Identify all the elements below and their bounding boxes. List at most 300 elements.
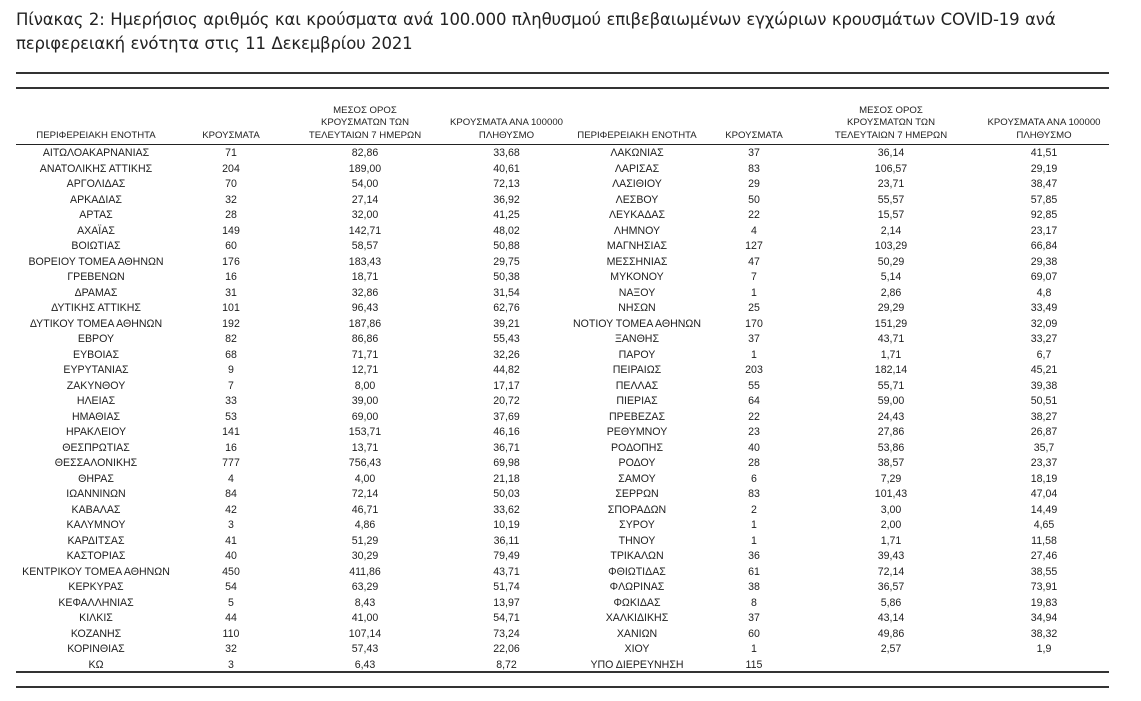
left-per100k-value: 8,72: [496, 658, 517, 671]
right-avg7-value: 23,71: [877, 178, 905, 190]
right-cases-value: 64: [748, 395, 760, 407]
left-avg7-value: 6,43: [354, 658, 376, 671]
right-per100k-value: 39,38: [1030, 379, 1058, 392]
left-per100k-value: 10,19: [493, 519, 520, 531]
left-avg7-value: 32,86: [351, 286, 379, 299]
right-region-name: ΡΟΔΟΠΗΣ: [610, 441, 664, 454]
left-cases-value: 450: [222, 565, 240, 578]
right-cases-value: 38: [748, 581, 760, 593]
left-per100k-value: 79,49: [493, 550, 520, 562]
left-avg7-value: 32,00: [351, 209, 379, 221]
left-avg7-value: 30,29: [351, 550, 379, 562]
right-region-name: ΣΑΜΟΥ: [618, 472, 656, 485]
left-per100k-value: 72,13: [493, 178, 520, 190]
left-cases-value: 16: [225, 441, 237, 454]
left-cases-value: 70: [225, 178, 237, 190]
left-per100k-value: 13,97: [493, 596, 520, 609]
left-cases-value: 149: [222, 224, 240, 237]
right-region-name: ΤΡΙΚΑΛΩΝ: [610, 550, 664, 562]
table-row: [16, 347, 1109, 363]
table-row: [16, 223, 1109, 239]
table-row: [16, 316, 1109, 332]
left-per100k-value: 62,76: [493, 302, 520, 314]
left-per100k-value: 50,38: [493, 271, 520, 283]
right-region-name: ΦΩΚΙΔΑΣ: [613, 596, 661, 609]
left-cases-value: 28: [225, 209, 237, 221]
right-cases-value: 55: [748, 379, 760, 392]
left-per100k-value: 33,62: [493, 503, 520, 516]
left-avg7-value: 411,86: [349, 565, 381, 578]
right-avg7-value: 43,71: [877, 333, 905, 345]
right-cases-value: 115: [745, 658, 763, 671]
left-region-name: ΗΜΑΘΙΑΣ: [71, 410, 121, 423]
left-cases-value: 7: [228, 379, 234, 392]
right-cases-value: 2: [751, 503, 757, 516]
covid-regional-table: [16, 94, 1109, 672]
table-row: [16, 626, 1109, 642]
right-cases-value: 23: [748, 426, 760, 438]
right-per100k-value: 45,21: [1030, 364, 1058, 376]
right-avg7-value: 72,14: [877, 565, 905, 578]
left-avg7-value: 54,00: [351, 178, 379, 190]
left-region-name: ΘΕΣΣΑΛΟΝΙΚΗΣ: [54, 457, 138, 469]
right-cases-value: 37: [748, 333, 760, 345]
left-region-name: ΚΟΖΑΝΗΣ: [70, 627, 122, 640]
right-avg7-value: 49,86: [877, 627, 905, 640]
left-per100k-value: 43,71: [493, 565, 520, 578]
right-avg7-value: 55,57: [877, 193, 905, 206]
left-region-name: ΔΡΑΜΑΣ: [74, 286, 118, 299]
right-avg7-value: 5,14: [880, 271, 902, 283]
left-avg7-value: 13,71: [351, 441, 379, 454]
left-avg7-value: 183,43: [348, 255, 382, 268]
left-cases-value: 101: [222, 302, 240, 314]
right-cases-value: 61: [748, 565, 760, 578]
right-avg7-value: 50,29: [877, 255, 905, 268]
left-avg7-value: 153,71: [348, 426, 382, 438]
left-region-name: ΒΟΙΩΤΙΑΣ: [71, 240, 121, 252]
right-per100k-value: 1,9: [1036, 643, 1052, 655]
table-row: [16, 192, 1109, 208]
right-per100k-value: 14,49: [1030, 503, 1058, 516]
right-cases-value: 1: [751, 534, 757, 547]
right-cases-value: 37: [748, 612, 760, 624]
left-region-name: ΕΒΡΟΥ: [77, 333, 115, 345]
left-cases-value: 204: [222, 162, 240, 175]
left-cases-value: 68: [225, 348, 237, 361]
right-region-name: ΛΑΡΙΣΑΣ: [614, 162, 660, 175]
left-per100k-value: 40,61: [493, 162, 520, 175]
table-row: [16, 362, 1109, 378]
table-row: [16, 300, 1109, 316]
right-cases-value: 170: [745, 317, 763, 330]
left-region-name: ΕΥΒΟΙΑΣ: [73, 348, 119, 361]
left-per100k-value: 69,98: [493, 457, 520, 469]
left-region-name: ΑΝΑΤΟΛΙΚΗΣ ΑΤΤΙΚΗΣ: [39, 162, 153, 175]
left-cases-value: 82: [225, 333, 237, 345]
right-per100k-value: 29,19: [1030, 162, 1058, 175]
right-avg7-value: 3,00: [880, 503, 902, 516]
right-avg7-value: 55,71: [877, 379, 905, 392]
right-per100k-value: 41,51: [1030, 147, 1058, 159]
right-avg7-value: 2,14: [880, 224, 902, 237]
right-cases-value: 203: [745, 364, 763, 376]
table-body: [16, 145, 1109, 672]
right-cases-value: 1: [751, 643, 757, 655]
right-per100k-value: 23,37: [1030, 457, 1058, 469]
right-avg7-value: 103,29: [874, 240, 908, 252]
header-region-left: ΠΕΡΙΦΕΡΕΙΑΚΗ ΕΝΟΤΗΤΑ: [36, 129, 156, 141]
table-row: [16, 161, 1109, 177]
right-region-name: ΜΥΚΟΝΟΥ: [610, 271, 664, 283]
table-row: [16, 440, 1109, 456]
left-avg7-value: 96,43: [351, 302, 379, 314]
left-avg7-value: 4,86: [354, 519, 376, 531]
left-region-name: ΔΥΤΙΚΗΣ ΑΤΤΙΚΗΣ: [51, 302, 141, 314]
left-cases-value: 84: [225, 488, 237, 500]
table-row: [16, 254, 1109, 270]
left-cases-value: 32: [225, 643, 237, 655]
right-cases-value: 36: [748, 550, 760, 562]
left-per100k-value: 46,16: [493, 426, 520, 438]
left-per100k-value: 20,72: [493, 395, 520, 407]
right-cases-value: 22: [748, 209, 760, 221]
table-row: [16, 409, 1109, 425]
right-avg7-value: 151,29: [874, 317, 908, 330]
right-avg7-value: 39,43: [877, 550, 905, 562]
left-per100k-value: 73,24: [493, 627, 520, 640]
table-row: [16, 533, 1109, 549]
right-cases-value: 40: [748, 441, 760, 454]
left-region-name: ΑΡΤΑΣ: [79, 209, 113, 221]
right-avg7-value: 27,86: [877, 426, 905, 438]
left-avg7-value: 12,71: [351, 364, 379, 376]
right-avg7-value: 1,71: [880, 348, 902, 361]
right-per100k-value: 66,84: [1030, 240, 1058, 252]
left-region-name: ΑΡΚΑΔΙΑΣ: [70, 193, 122, 206]
left-cases-value: 40: [225, 550, 237, 562]
right-per100k-value: 11,58: [1031, 534, 1057, 547]
right-avg7-value: 106,57: [874, 162, 908, 175]
left-avg7-value: 63,29: [351, 581, 379, 593]
right-avg7-value: 5,86: [880, 596, 902, 609]
left-avg7-value: 41,00: [351, 612, 379, 624]
left-region-name: ΚΙΛΚΙΣ: [79, 612, 113, 624]
left-per100k-value: 29,75: [493, 255, 520, 268]
right-cases-value: 8: [751, 596, 757, 609]
header-avg7-right: ΜΕΣΟΣ ΟΡΟΣ ΚΡΟΥΣΜΑΤΩΝ ΤΩΝ ΤΕΛΕΥΤΑΙΩΝ 7 ΗΜΕΡΩΝ: [834, 104, 948, 141]
right-region-name: ΧΙΟΥ: [624, 643, 650, 655]
right-per100k-value: 4,65: [1033, 519, 1055, 531]
left-per100k-value: 50,88: [493, 240, 520, 252]
left-region-name: ΑΧΑΪΑΣ: [77, 224, 115, 237]
right-per100k-value: 69,07: [1030, 271, 1058, 283]
left-avg7-value: 187,86: [348, 317, 382, 330]
right-region-name: ΠΑΡΟΥ: [618, 348, 656, 361]
right-per100k-value: 57,85: [1030, 193, 1058, 206]
right-region-name: ΜΑΓΝΗΣΙΑΣ: [606, 240, 668, 252]
right-region-name: ΝΗΣΩΝ: [618, 302, 656, 314]
table-row: [16, 393, 1109, 409]
right-per100k-value: 33,27: [1030, 333, 1058, 345]
left-cases-value: 16: [225, 271, 237, 283]
header-per100k-right: ΚΡΟΥΣΜΑΤΑ ΑΝΑ 100000 ΠΛΗΘΥΣΜΟ: [987, 117, 1101, 141]
right-cases-value: 22: [748, 410, 760, 423]
right-per100k-value: 26,87: [1030, 426, 1058, 438]
left-per100k-value: 33,68: [493, 147, 520, 159]
right-region-name: ΣΠΟΡΑΔΩΝ: [607, 503, 667, 516]
right-region-name: ΛΕΥΚΑΔΑΣ: [608, 209, 666, 221]
left-region-name: ΗΡΑΚΛΕΙΟΥ: [65, 426, 127, 438]
right-per100k-value: 19,83: [1030, 596, 1058, 609]
right-cases-value: 28: [748, 457, 760, 469]
right-cases-value: 6: [751, 472, 757, 485]
right-per100k-value: 33,49: [1030, 302, 1058, 314]
left-region-name: ΔΥΤΙΚΟΥ ΤΟΜΕΑ ΑΘΗΝΩΝ: [29, 317, 163, 330]
left-per100k-value: 17,17: [493, 379, 520, 392]
right-cases-value: 1: [751, 286, 757, 299]
right-avg7-value: 1,71: [880, 534, 902, 547]
right-region-name: ΠΕΛΛΑΣ: [615, 379, 659, 392]
left-per100k-value: 36,92: [493, 193, 520, 206]
right-per100k-value: 73,91: [1030, 581, 1058, 593]
right-avg7-value: 43,14: [877, 612, 905, 624]
right-cases-value: 4: [751, 224, 757, 237]
right-cases-value: 47: [748, 255, 760, 268]
right-region-name: ΠΕΙΡΑΙΩΣ: [612, 364, 662, 376]
header-cases-right: ΚΡΟΥΣΜΑΤΑ: [725, 129, 783, 141]
header-avg7-left: ΜΕΣΟΣ ΟΡΟΣ ΚΡΟΥΣΜΑΤΩΝ ΤΩΝ ΤΕΛΕΥΤΑΙΩΝ 7 ΗΜΕΡΩΝ: [308, 104, 422, 141]
right-cases-value: 1: [751, 348, 757, 361]
left-region-name: ΚΑΛΥΜΝΟΥ: [66, 519, 126, 531]
left-avg7-value: 189,00: [348, 162, 382, 175]
left-region-name: ΓΡΕΒΕΝΩΝ: [67, 271, 125, 283]
right-avg7-value: 38,57: [877, 457, 905, 469]
left-cases-value: 9: [228, 364, 234, 376]
right-avg7-value: 36,57: [877, 581, 905, 593]
right-cases-value: 37: [748, 147, 760, 159]
left-avg7-value: 71,71: [351, 348, 379, 361]
right-cases-value: 50: [748, 193, 760, 206]
left-cases-value: 3: [228, 658, 234, 671]
left-avg7-value: 756,43: [348, 457, 382, 469]
right-region-name: ΥΠΟ ΔΙΕΡΕΥΝΗΣΗ: [590, 658, 684, 671]
table-row: [16, 176, 1109, 192]
right-cases-value: 127: [745, 240, 763, 252]
right-region-name: ΠΡΕΒΕΖΑΣ: [609, 410, 665, 423]
right-region-name: ΣΥΡΟΥ: [619, 519, 655, 531]
right-region-name: ΝΑΞΟΥ: [618, 286, 656, 299]
header-per100k-left: ΚΡΟΥΣΜΑΤΑ ΑΝΑ 100000 ΠΛΗΘΥΣΜΟ: [450, 117, 563, 141]
right-region-name: ΣΕΡΡΩΝ: [615, 488, 659, 500]
left-cases-value: 54: [225, 581, 237, 593]
left-cases-value: 31: [225, 286, 237, 299]
bottom-rule: [16, 671, 1109, 673]
left-region-name: ΑΡΓΟΛΙΔΑΣ: [66, 178, 126, 190]
left-per100k-value: 22,06: [493, 643, 520, 655]
left-region-name: ΘΕΣΠΡΩΤΙΑΣ: [62, 441, 130, 454]
left-per100k-value: 50,03: [493, 488, 520, 500]
left-avg7-value: 107,14: [348, 627, 382, 640]
top-rule-2: [16, 87, 1109, 89]
right-region-name: ΡΟΔΟΥ: [618, 457, 656, 469]
right-region-name: ΦΛΩΡΙΝΑΣ: [609, 581, 665, 593]
right-avg7-value: 7,29: [880, 472, 902, 485]
left-per100k-value: 32,26: [493, 348, 520, 361]
table-row: [16, 285, 1109, 301]
left-region-name: ΘΗΡΑΣ: [78, 472, 114, 485]
left-avg7-value: 46,71: [351, 503, 379, 516]
left-cases-value: 4: [228, 472, 234, 485]
left-cases-value: 33: [225, 395, 237, 407]
header-region-right: ΠΕΡΙΦΕΡΕΙΑΚΗ ΕΝΟΤΗΤΑ: [577, 129, 697, 141]
left-cases-value: 71: [225, 147, 237, 159]
right-avg7-value: 182,14: [874, 364, 908, 376]
right-avg7-value: 36,14: [877, 147, 905, 159]
right-region-name: ΞΑΝΘΗΣ: [614, 333, 660, 345]
left-region-name: ΚΕΝΤΡΙΚΟΥ ΤΟΜΕΑ ΑΘΗΝΩΝ: [22, 565, 170, 578]
left-cases-value: 53: [225, 410, 237, 423]
left-region-name: ΗΛΕΙΑΣ: [76, 395, 116, 407]
right-region-name: ΤΗΝΟΥ: [618, 534, 656, 547]
right-per100k-value: 38,55: [1030, 565, 1058, 578]
table-row: [16, 641, 1109, 657]
right-region-name: ΛΕΣΒΟΥ: [615, 193, 659, 206]
right-avg7-value: 53,86: [877, 441, 905, 454]
left-per100k-value: 21,18: [493, 472, 520, 485]
table-row: [16, 502, 1109, 518]
table-row: [16, 486, 1109, 502]
table-row: [16, 378, 1109, 394]
header-cases-left: ΚΡΟΥΣΜΑΤΑ: [202, 129, 260, 141]
table-row: [16, 579, 1109, 595]
left-avg7-value: 69,00: [351, 410, 379, 423]
right-region-name: ΝΟΤΙΟΥ ΤΟΜΕΑ ΑΘΗΝΩΝ: [572, 317, 702, 330]
left-region-name: ΖΑΚΥΝΘΟΥ: [66, 379, 126, 392]
left-cases-value: 192: [222, 317, 240, 330]
left-avg7-value: 8,43: [354, 596, 376, 609]
left-cases-value: 777: [222, 457, 240, 469]
table-row: [16, 595, 1109, 611]
right-cases-value: 1: [751, 519, 757, 531]
left-avg7-value: 57,43: [351, 643, 379, 655]
table-row: [16, 455, 1109, 471]
right-region-name: ΜΕΣΣΗΝΙΑΣ: [606, 255, 668, 268]
left-region-name: ΚΩ: [88, 658, 104, 671]
left-avg7-value: 86,86: [351, 333, 379, 345]
right-avg7-value: 2,86: [880, 286, 902, 299]
right-avg7-value: 101,43: [874, 488, 908, 500]
right-per100k-value: 38,27: [1030, 410, 1058, 423]
right-region-name: ΦΘΙΩΤΙΔΑΣ: [608, 565, 666, 578]
left-cases-value: 32: [225, 193, 237, 206]
table-row: [16, 471, 1109, 487]
right-per100k-value: 18,19: [1030, 472, 1058, 485]
right-per100k-value: 47,04: [1030, 488, 1058, 500]
left-cases-value: 41: [225, 534, 237, 547]
left-avg7-value: 8,00: [354, 379, 376, 392]
left-per100k-value: 41,25: [493, 209, 520, 221]
left-avg7-value: 39,00: [351, 395, 379, 407]
left-avg7-value: 4,00: [354, 472, 376, 485]
left-region-name: ΑΙΤΩΛΟΑΚΑΡΝΑΝΙΑΣ: [42, 147, 150, 159]
right-avg7-value: 24,43: [877, 410, 905, 423]
left-per100k-value: 55,43: [493, 333, 520, 345]
left-per100k-value: 54,71: [493, 612, 520, 624]
right-region-name: ΠΙΕΡΙΑΣ: [616, 395, 658, 407]
right-region-name: ΡΕΘΥΜΝΟΥ: [606, 426, 668, 438]
right-cases-value: 29: [748, 178, 760, 190]
left-per100k-value: 39,21: [493, 317, 520, 330]
table-row: [16, 269, 1109, 285]
bottom-rule-2: [16, 686, 1109, 688]
left-region-name: ΚΟΡΙΝΘΙΑΣ: [67, 643, 125, 655]
left-region-name: ΚΕΦΑΛΛΗΝΙΑΣ: [58, 596, 134, 609]
left-region-name: ΚΑΣΤΟΡΙΑΣ: [66, 550, 126, 562]
table-row: [16, 548, 1109, 564]
right-per100k-value: 50,51: [1030, 395, 1058, 407]
table-row: [16, 564, 1109, 580]
left-region-name: ΕΥΡΥΤΑΝΙΑΣ: [63, 364, 129, 376]
right-per100k-value: 34,94: [1030, 612, 1058, 624]
table-row: [16, 657, 1109, 673]
right-region-name: ΛΑΣΙΘΙΟΥ: [612, 178, 662, 190]
left-cases-value: 110: [222, 627, 240, 640]
left-cases-value: 42: [225, 503, 237, 516]
right-cases-value: 60: [748, 627, 760, 640]
right-per100k-value: 29,38: [1030, 255, 1058, 268]
right-per100k-value: 6,7: [1036, 348, 1052, 361]
top-rule: [16, 72, 1109, 74]
left-cases-value: 141: [222, 426, 240, 438]
right-cases-value: 83: [748, 162, 760, 175]
right-region-name: ΛΗΜΝΟΥ: [613, 224, 661, 237]
right-cases-value: 7: [751, 271, 757, 283]
left-avg7-value: 51,29: [351, 534, 379, 547]
left-region-name: ΒΟΡΕΙΟΥ ΤΟΜΕΑ ΑΘΗΝΩΝ: [28, 255, 164, 268]
right-per100k-value: 35,7: [1033, 441, 1055, 454]
right-avg7-value: 29,29: [877, 302, 905, 314]
left-region-name: ΚΑΡΔΙΤΣΑΣ: [67, 534, 125, 547]
right-per100k-value: 23,17: [1030, 224, 1058, 237]
right-cases-value: 25: [748, 302, 760, 314]
right-region-name: ΧΑΝΙΩΝ: [616, 627, 658, 640]
right-avg7-value: 2,57: [880, 643, 902, 655]
table-row: [16, 207, 1109, 223]
right-region-name: ΧΑΛΚΙΔΙΚΗΣ: [605, 612, 669, 624]
table-row: [16, 238, 1109, 254]
left-avg7-value: 82,86: [351, 147, 379, 159]
right-per100k-value: 92,85: [1030, 209, 1058, 221]
right-per100k-value: 38,32: [1030, 627, 1058, 640]
left-region-name: ΙΩΑΝΝΙΝΩΝ: [66, 488, 126, 500]
table-caption: Πίνακας 2: Ημερήσιος αριθμός και κρούσματα ανά 100.000 πληθυσμού επιβεβαιωμένων εγχώριων κρουσμάτων COVID-19 ανά περιφερειακή ενότητα στις 11 Δεκεμβρίου 2021: [16, 10, 1056, 53]
table-row: [16, 424, 1109, 440]
right-per100k-value: 4,8: [1036, 286, 1052, 299]
table-row: [16, 610, 1109, 626]
left-avg7-value: 58,57: [351, 240, 379, 252]
left-cases-value: 3: [228, 519, 234, 531]
right-per100k-value: 38,47: [1030, 178, 1058, 190]
left-avg7-value: 18,71: [351, 271, 379, 283]
left-per100k-value: 48,02: [493, 224, 520, 237]
left-cases-value: 44: [225, 612, 237, 624]
left-cases-value: 176: [222, 255, 240, 268]
right-per100k-value: 27,46: [1030, 550, 1058, 562]
left-per100k-value: 37,69: [493, 410, 520, 423]
left-per100k-value: 36,71: [493, 441, 520, 454]
left-per100k-value: 36,11: [493, 534, 520, 547]
